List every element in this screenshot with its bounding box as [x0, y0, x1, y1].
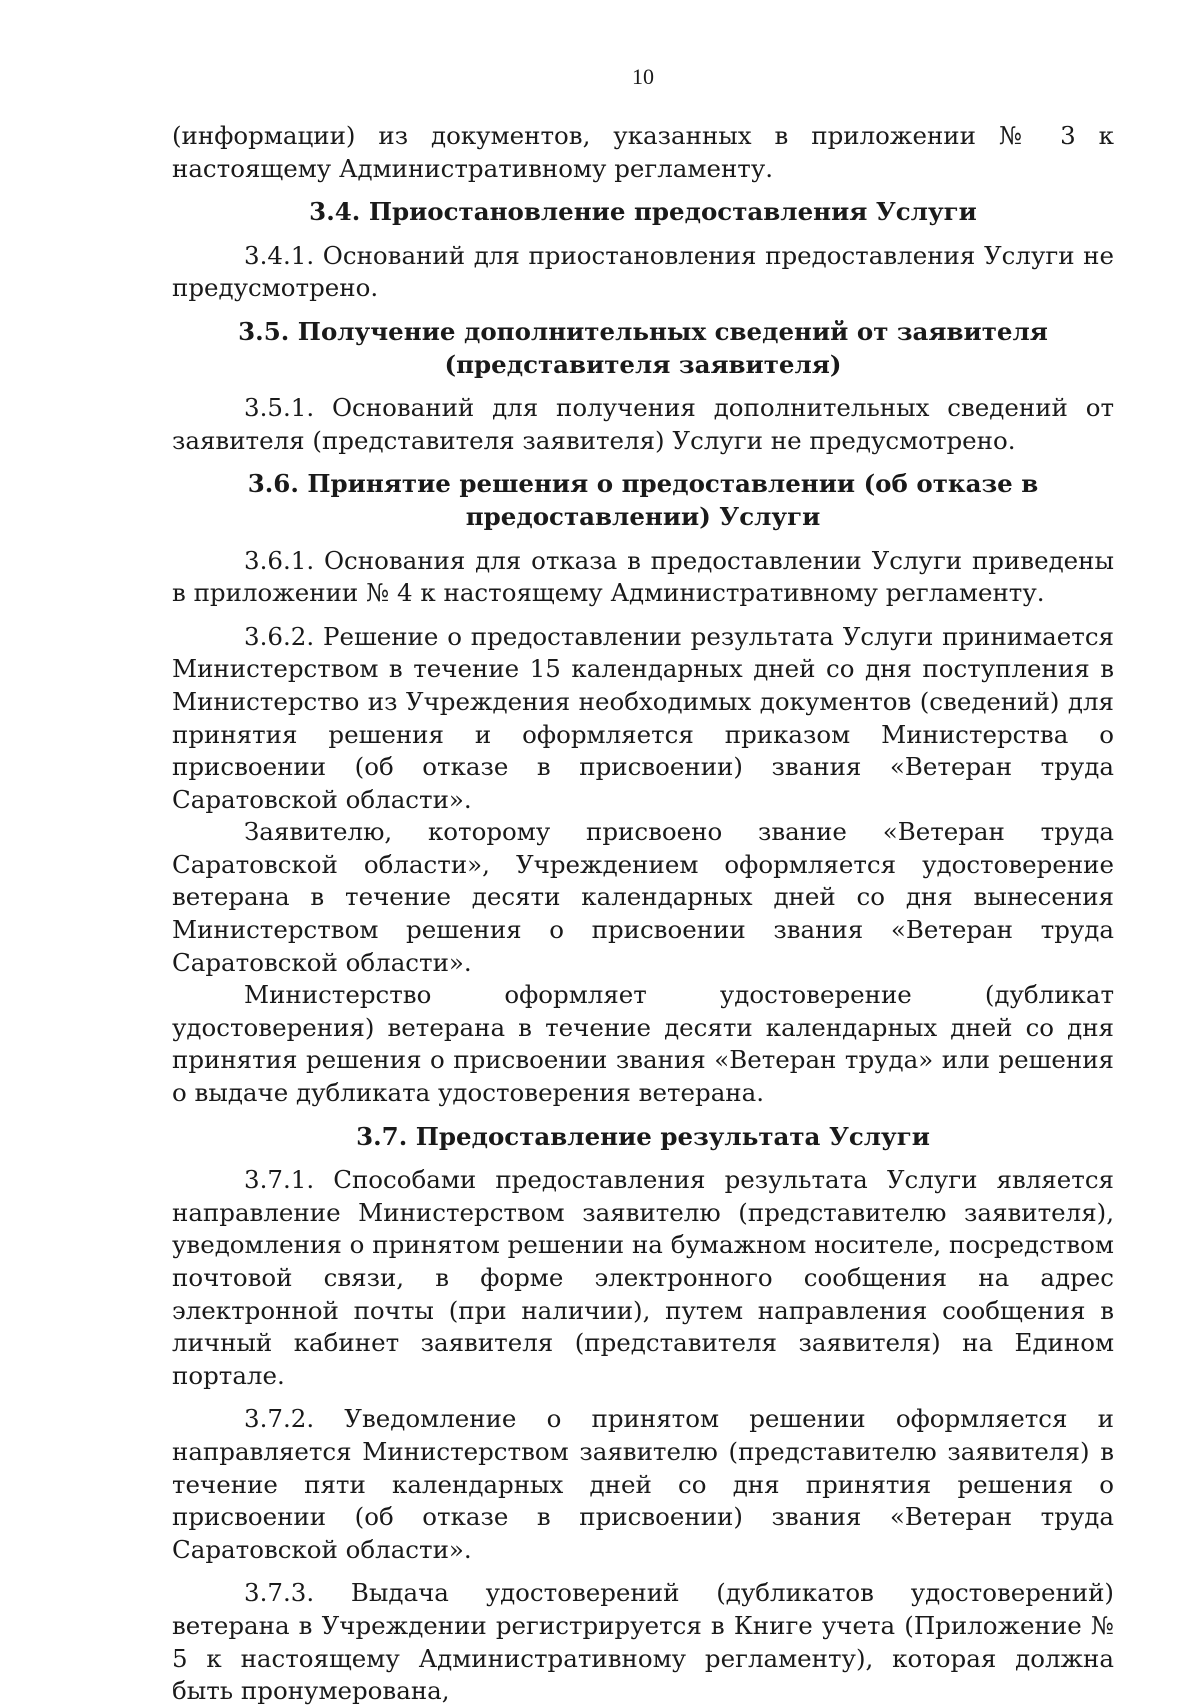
section-heading-3-7: 3.7. Предоставление результата Услуги [356, 1121, 930, 1151]
paragraph-3-6-2-continued: Заявителю, которому присвоено звание «Ветеран труда Саратовской области», Учреждением оформляется удостоверение ветерана в течение десяти календарных дней со дня вынесения Министерством решения о присвоении звания «Ветеран труда Саратовской области». [172, 817, 1114, 977]
document-page [172, 64, 1114, 1708]
paragraph-3-4-1: 3.4.1. Оснований для приостановления предоставления Услуги не предусмотрено. [172, 240, 1114, 303]
paragraph-3-7-3: 3.7.3. Выдача удостоверений (дубликатов удостоверений) ветерана в Учреждении регистрируется в Книге учета (Приложение № 5 к настоящему Административному регламенту), которая должна быть пронумерована, [172, 1578, 1114, 1706]
paragraph-continuation: (информации) из документов, указанных в приложении № 3 к настоящему Административному регламенту. [172, 121, 1114, 183]
section-heading-3-6: 3.6. Принятие решения о предоставлении (об отказе в предоставлении) Услуги [247, 469, 1039, 531]
page-number: 10 [632, 64, 654, 89]
section-heading-3-4: 3.4. Приостановление предоставления Услуги [309, 197, 977, 227]
paragraph-3-7-2: 3.7.2. Уведомление о принятом решении оформляется и направляется Министерством заявителю (представителю заявителя) в течение пяти календарных дней со дня принятия решения о присвоении (об отказе в присвоении) звания «Ветеран труда Саратовской области». [172, 1404, 1114, 1564]
paragraph-3-6-2: 3.6.2. Решение о предоставлении результата Услуги принимается Министерством в течение 15 календарных дней со дня поступления в Министерство из Учреждения необходимых документов (сведений) для принятия решения и оформляется приказом Министерства о присвоении (об отказе в присвоении) звания «Ветеран труда Саратовской области». [172, 621, 1114, 814]
section-heading-3-5: 3.5. Получение дополнительных сведений от заявителя (представителя заявителя) [238, 316, 1048, 379]
paragraph-3-5-1: 3.5.1. Оснований для получения дополнительных сведений от заявителя (представителя заявителя) Услуги не предусмотрено. [172, 393, 1114, 455]
paragraph-3-6-1: 3.6.1. Основания для отказа в предоставлении Услуги приведены в приложении № 4 к настоящему Административному регламенту. [172, 545, 1114, 608]
paragraph-3-6-2-ministry: Министерство оформляет удостоверение (дубликат удостоверения) ветерана в течение десяти календарных дней со дня принятия решения о присвоении звания «Ветеран труда» или решения о выдаче дубликата удостоверения ветерана. [172, 980, 1114, 1108]
paragraph-3-7-1: 3.7.1. Способами предоставления результата Услуги является направление Министерством заявителю (представителю заявителя), уведомления о принятом решении на бумажном носителе, посредством почтовой связи, в форме электронного сообщения на адрес электронной почты (при наличии), путем направления сообщения в личный кабинет заявителя (представителя заявителя) на Едином портале. [172, 1165, 1114, 1390]
